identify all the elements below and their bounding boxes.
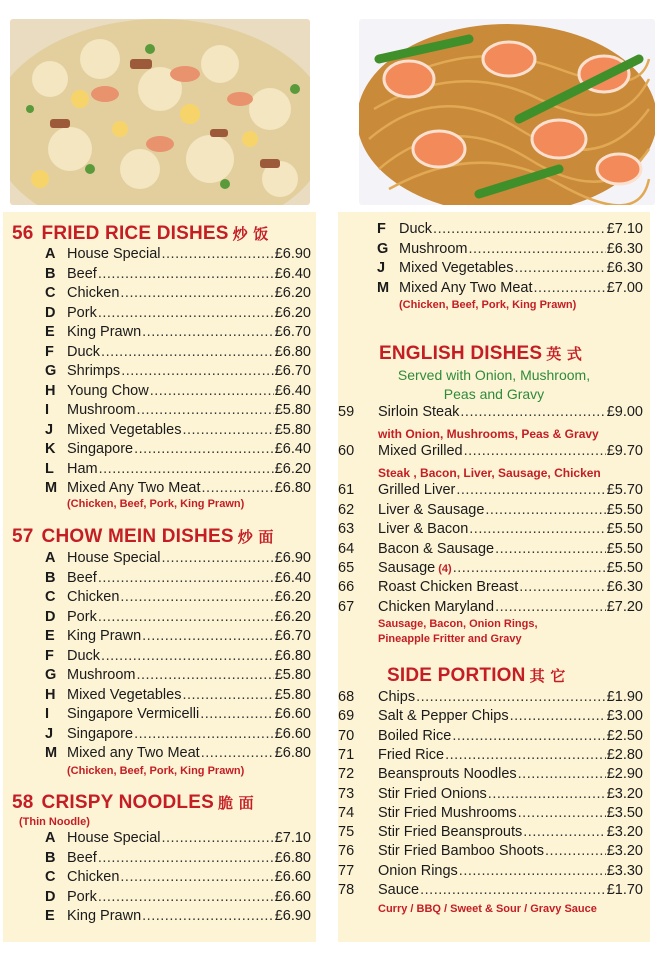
menu-item bbox=[45, 705, 311, 725]
menu-item bbox=[45, 245, 311, 265]
menu-item bbox=[338, 481, 643, 501]
item-price: £9.00 bbox=[606, 404, 643, 420]
menu-item bbox=[338, 688, 643, 708]
item-price: £5.50 bbox=[606, 521, 643, 537]
menu-item bbox=[45, 666, 311, 686]
item-price: £5.80 bbox=[274, 686, 311, 703]
item-name: Stir Fried Onions bbox=[378, 785, 487, 802]
item-letter: D bbox=[45, 304, 56, 321]
item-price: £6.80 bbox=[274, 647, 311, 664]
leader-dots bbox=[137, 666, 274, 686]
item-letter: F bbox=[45, 343, 54, 360]
menu-item bbox=[377, 279, 643, 299]
item-price: £6.20 bbox=[274, 608, 311, 625]
leader-dots bbox=[98, 608, 274, 628]
menu-item bbox=[45, 284, 311, 304]
leader-dots bbox=[452, 727, 605, 747]
leader-dots bbox=[523, 823, 605, 843]
item-name: Chips bbox=[378, 689, 416, 705]
item-letter: J bbox=[377, 260, 386, 276]
item-letter: G bbox=[45, 363, 57, 379]
item-letter: I bbox=[45, 402, 50, 418]
menu-item bbox=[45, 382, 311, 402]
menu-item bbox=[338, 707, 643, 727]
item-letter: M bbox=[45, 745, 58, 761]
menu-item bbox=[45, 888, 311, 908]
item-name: Sausage bbox=[378, 560, 436, 576]
item-name: Liver & Bacon bbox=[378, 521, 469, 537]
leader-dots bbox=[137, 401, 274, 421]
maryland-note-2: Pineapple Fritter and Gravy bbox=[378, 633, 522, 645]
leader-dots bbox=[134, 725, 274, 745]
mixed-grill-note: Steak , Bacon, Liver, Sausage, Chicken bbox=[378, 466, 601, 480]
item-price: £6.80 bbox=[274, 745, 311, 761]
item-number: 66 bbox=[338, 579, 355, 595]
leader-dots bbox=[142, 323, 274, 343]
item-price: £6.20 bbox=[274, 589, 311, 605]
item-price: £6.90 bbox=[274, 908, 311, 924]
menu-item bbox=[377, 240, 643, 260]
item-number: 72 bbox=[338, 766, 355, 783]
item-letter: C bbox=[45, 589, 56, 605]
item-number: 63 bbox=[338, 521, 355, 537]
item-name: Young Chow bbox=[67, 382, 149, 399]
item-price: £6.80 bbox=[274, 849, 311, 866]
item-number: 76 bbox=[338, 843, 355, 860]
item-price: £7.20 bbox=[606, 599, 643, 615]
item-price: £6.90 bbox=[274, 550, 311, 566]
menu-item bbox=[45, 343, 311, 363]
menu-item bbox=[45, 686, 311, 706]
leader-dots bbox=[519, 578, 605, 598]
menu-item bbox=[45, 421, 311, 441]
item-number: 62 bbox=[338, 502, 355, 518]
item-number: 67 bbox=[338, 599, 355, 615]
menu-item bbox=[377, 220, 643, 240]
item-name: Mixed Any Two Meat bbox=[399, 279, 533, 296]
leader-dots bbox=[162, 245, 274, 265]
item-letter: D bbox=[45, 888, 56, 905]
item-price: £6.70 bbox=[274, 324, 311, 340]
crispy-noodles-heading: 58 CRISPY NOODLES 脆 面 bbox=[12, 792, 254, 813]
menu-item bbox=[45, 460, 311, 480]
item-price: £1.70 bbox=[606, 882, 643, 898]
item-letter: G bbox=[377, 240, 389, 257]
english-served-with: Served with Onion, Mushroom, bbox=[397, 367, 591, 383]
item-letter: C bbox=[45, 285, 56, 301]
menu-item bbox=[45, 647, 311, 667]
item-letter: J bbox=[45, 725, 54, 742]
leader-dots bbox=[162, 549, 274, 569]
item-price: £6.70 bbox=[274, 363, 311, 379]
item-letter: K bbox=[45, 441, 56, 457]
item-number: 61 bbox=[338, 482, 355, 498]
menu-item bbox=[45, 829, 311, 849]
item-letter: A bbox=[45, 830, 56, 846]
leader-dots bbox=[142, 907, 274, 927]
item-name: King Prawn bbox=[67, 908, 142, 924]
item-name: Roast Chicken Breast bbox=[378, 579, 519, 595]
item-name: Mixed any Two Meat bbox=[67, 745, 200, 761]
menu-item bbox=[45, 569, 311, 589]
item-name: Chicken bbox=[67, 589, 120, 605]
chow-mein-heading: 57 CHOW MEIN DISHES 炒 面 bbox=[12, 526, 274, 547]
leader-dots bbox=[488, 785, 606, 805]
item-price: £6.20 bbox=[274, 285, 311, 301]
menu-item bbox=[338, 598, 643, 618]
item-number: 75 bbox=[338, 824, 355, 841]
item-letter: I bbox=[45, 706, 50, 722]
menu-item bbox=[338, 746, 643, 766]
item-name: Mixed Any Two Meat bbox=[67, 480, 201, 496]
leader-dots bbox=[534, 279, 606, 299]
menu-item bbox=[338, 578, 643, 598]
item-price: £6.70 bbox=[274, 628, 311, 644]
menu-item bbox=[338, 403, 643, 423]
leader-dots bbox=[469, 240, 606, 260]
item-letter: J bbox=[45, 421, 54, 438]
item-price: £3.20 bbox=[606, 785, 643, 802]
crispy-noodles-subtitle: (Thin Noodle) bbox=[19, 816, 90, 828]
leader-dots bbox=[101, 647, 274, 667]
item-number: 69 bbox=[338, 708, 355, 725]
fried-rice-heading: 56 FRIED RICE DISHES 炒 饭 bbox=[12, 223, 269, 244]
fried-rice-photo bbox=[10, 19, 310, 205]
item-name: Singapore bbox=[67, 725, 134, 742]
item-name: Sauce bbox=[378, 882, 420, 898]
menu-item bbox=[45, 323, 311, 343]
menu-item bbox=[338, 540, 643, 560]
item-price: £3.30 bbox=[606, 862, 643, 879]
item-number: 65 bbox=[338, 560, 355, 576]
menu-item bbox=[338, 785, 643, 805]
item-name: Mushroom bbox=[399, 240, 468, 257]
menu-item bbox=[45, 868, 311, 888]
item-name: Mixed Vegetables bbox=[67, 421, 182, 438]
menu-item bbox=[338, 765, 643, 785]
item-name: Fried Rice bbox=[378, 746, 445, 763]
menu-item bbox=[45, 479, 311, 499]
item-letter: H bbox=[45, 686, 56, 703]
leader-dots bbox=[485, 501, 605, 521]
item-number: 64 bbox=[338, 541, 355, 557]
item-letter: F bbox=[377, 221, 386, 237]
item-name: Onion Rings bbox=[378, 862, 458, 879]
item-letter: G bbox=[45, 667, 57, 683]
english-dishes-heading: ENGLISH DISHES 英 式 bbox=[379, 343, 583, 364]
item-name: Stir Fried Bamboo Shoots bbox=[378, 843, 545, 860]
item-name: Shrimps bbox=[67, 363, 121, 379]
item-price: £6.90 bbox=[274, 246, 311, 262]
english-served-with-2: Peas and Gravy bbox=[443, 386, 545, 402]
item-price: £6.80 bbox=[274, 343, 311, 360]
leader-dots bbox=[202, 479, 274, 499]
item-name: Bacon & Sausage bbox=[378, 541, 495, 557]
item-name: Duck bbox=[399, 221, 433, 237]
item-name: Mushroom bbox=[67, 667, 136, 683]
leader-dots bbox=[99, 460, 274, 480]
item-name: Beansprouts Noodles bbox=[378, 766, 517, 783]
item-price: £5.80 bbox=[274, 402, 311, 418]
item-price: £6.40 bbox=[274, 441, 311, 457]
menu-item bbox=[45, 725, 311, 745]
maryland-note-1: Sausage, Bacon, Onion Rings, bbox=[378, 618, 538, 630]
item-name: Ham bbox=[67, 460, 98, 477]
menu-item bbox=[45, 627, 311, 647]
item-name: House Special bbox=[67, 550, 161, 566]
item-price: £6.80 bbox=[274, 480, 311, 496]
item-number: 70 bbox=[338, 727, 355, 744]
item-price: £3.20 bbox=[606, 843, 643, 860]
item-name: Singapore Vermicelli bbox=[67, 706, 200, 722]
item-number: 60 bbox=[338, 443, 355, 459]
menu-item bbox=[45, 608, 311, 628]
item-name: Mushroom bbox=[67, 402, 136, 418]
item-number: 78 bbox=[338, 882, 355, 898]
leader-dots bbox=[121, 362, 274, 382]
leader-dots bbox=[120, 868, 273, 888]
sirloin-note: with Onion, Mushrooms, Peas & Gravy bbox=[378, 427, 599, 441]
leader-dots bbox=[545, 842, 606, 862]
item-number: 77 bbox=[338, 862, 355, 879]
leader-dots bbox=[453, 559, 606, 579]
leader-dots bbox=[514, 259, 605, 279]
leader-dots bbox=[510, 707, 606, 727]
leader-dots bbox=[182, 421, 273, 441]
item-name: Mixed Vegetables bbox=[399, 260, 514, 276]
leader-dots bbox=[98, 304, 274, 324]
item-name: Chicken bbox=[67, 285, 120, 301]
item-price: £7.00 bbox=[606, 279, 643, 296]
item-name: Pork bbox=[67, 608, 97, 625]
item-letter: E bbox=[45, 908, 55, 924]
item-letter: E bbox=[45, 628, 55, 644]
leader-dots bbox=[201, 744, 274, 764]
item-price: £9.70 bbox=[606, 443, 643, 459]
item-name: Pork bbox=[67, 304, 97, 321]
menu-item bbox=[45, 362, 311, 382]
item-price: £2.90 bbox=[606, 766, 643, 783]
leader-dots bbox=[98, 849, 274, 869]
item-price: £6.60 bbox=[274, 888, 311, 905]
item-letter: L bbox=[45, 460, 54, 477]
item-price: £6.60 bbox=[274, 725, 311, 742]
item-price: £6.40 bbox=[274, 569, 311, 586]
leader-dots bbox=[495, 598, 606, 618]
item-price: £6.20 bbox=[274, 460, 311, 477]
leader-dots bbox=[469, 520, 605, 540]
item-name: Salt & Pepper Chips bbox=[378, 708, 509, 725]
leader-dots bbox=[200, 705, 274, 725]
item-price: £7.10 bbox=[274, 830, 311, 846]
item-number: 68 bbox=[338, 689, 355, 705]
item-number: 74 bbox=[338, 804, 355, 821]
menu-item bbox=[338, 520, 643, 540]
leader-dots bbox=[464, 442, 606, 462]
leader-dots bbox=[134, 440, 274, 460]
item-letter: A bbox=[45, 246, 56, 262]
item-letter: F bbox=[45, 647, 54, 664]
leader-dots bbox=[518, 765, 606, 785]
item-name: Beef bbox=[67, 569, 97, 586]
item-name: Grilled Liver bbox=[378, 482, 456, 498]
item-price: £6.40 bbox=[274, 382, 311, 399]
menu-item bbox=[45, 401, 311, 421]
item-letter: E bbox=[45, 324, 55, 340]
item-number: 71 bbox=[338, 746, 355, 763]
menu-item bbox=[338, 823, 643, 843]
item-price: £7.10 bbox=[606, 221, 643, 237]
item-price: £6.30 bbox=[606, 579, 643, 595]
menu-item bbox=[338, 862, 643, 882]
leader-dots bbox=[433, 220, 606, 240]
leader-dots bbox=[518, 804, 606, 824]
leader-dots bbox=[98, 888, 274, 908]
leader-dots bbox=[459, 862, 606, 882]
menu-item bbox=[338, 881, 643, 901]
item-name: Mixed Grilled bbox=[378, 443, 463, 459]
item-name: Singapore bbox=[67, 441, 134, 457]
leader-dots bbox=[460, 403, 605, 423]
item-price: £5.50 bbox=[606, 560, 643, 576]
item-price: £5.50 bbox=[606, 541, 643, 557]
leader-dots bbox=[162, 829, 274, 849]
leader-dots bbox=[120, 284, 273, 304]
item-name: King Prawn bbox=[67, 324, 142, 340]
item-price: £6.60 bbox=[274, 706, 311, 722]
menu-item bbox=[338, 804, 643, 824]
leader-dots bbox=[445, 746, 606, 766]
menu-item bbox=[45, 588, 311, 608]
item-price: £5.80 bbox=[274, 667, 311, 683]
leader-dots bbox=[456, 481, 605, 501]
item-price: £6.60 bbox=[274, 869, 311, 885]
menu-item bbox=[338, 842, 643, 862]
leader-dots bbox=[416, 688, 606, 708]
item-name: Chicken Maryland bbox=[378, 599, 495, 615]
menu-item bbox=[338, 727, 643, 747]
item-name: Beef bbox=[67, 849, 97, 866]
item-letter: B bbox=[45, 849, 56, 866]
leader-dots bbox=[98, 265, 274, 285]
item-number: 59 bbox=[338, 404, 355, 420]
menu-item bbox=[45, 907, 311, 927]
fried-rice-meat-note: (Chicken, Beef, Pork, King Prawn) bbox=[67, 498, 245, 510]
leader-dots bbox=[420, 881, 606, 901]
item-name: Stir Fried Beansprouts bbox=[378, 824, 523, 841]
item-letter: B bbox=[45, 265, 56, 282]
item-name: Chicken bbox=[67, 869, 120, 885]
item-name: Sirloin Steak bbox=[378, 404, 460, 420]
menu-item bbox=[338, 559, 643, 579]
item-letter: M bbox=[45, 480, 58, 496]
item-name: House Special bbox=[67, 830, 161, 846]
item-letter: B bbox=[45, 569, 56, 586]
item-name: Mixed Vegetables bbox=[67, 686, 182, 703]
item-price: £3.20 bbox=[606, 824, 643, 841]
leader-dots bbox=[98, 569, 274, 589]
item-name: King Prawn bbox=[67, 628, 142, 644]
item-letter: C bbox=[45, 869, 56, 885]
menu-item bbox=[45, 849, 311, 869]
menu-item bbox=[45, 549, 311, 569]
leader-dots bbox=[120, 588, 273, 608]
item-name: Pork bbox=[67, 888, 97, 905]
item-name: Boiled Rice bbox=[378, 727, 452, 744]
menu-item bbox=[338, 442, 643, 462]
sauce-note: Curry / BBQ / Sweet & Sour / Gravy Sauce bbox=[378, 903, 597, 915]
menu-item bbox=[45, 744, 311, 764]
leader-dots bbox=[495, 540, 606, 560]
item-price: £6.40 bbox=[274, 265, 311, 282]
item-price: £1.90 bbox=[606, 689, 643, 705]
menu-item bbox=[45, 440, 311, 460]
item-price: £6.30 bbox=[606, 260, 643, 276]
item-price: £6.20 bbox=[274, 304, 311, 321]
item-letter: H bbox=[45, 382, 56, 399]
item-price: £2.50 bbox=[606, 727, 643, 744]
menu-item bbox=[45, 265, 311, 285]
item-name: Duck bbox=[67, 647, 101, 664]
item-price: £5.70 bbox=[606, 482, 643, 498]
crispy-cont-meat-note: (Chicken, Beef, Pork, King Prawn) bbox=[399, 299, 577, 311]
item-number: 73 bbox=[338, 785, 355, 802]
item-name: Stir Fried Mushrooms bbox=[378, 804, 517, 821]
leader-dots bbox=[101, 343, 274, 363]
menu-item bbox=[377, 259, 643, 279]
item-price: £3.00 bbox=[606, 708, 643, 725]
item-price: £5.80 bbox=[274, 421, 311, 438]
chow-mein-meat-note: (Chicken, Beef, Pork, King Prawn) bbox=[67, 765, 245, 777]
item-price: £6.30 bbox=[606, 240, 643, 257]
leader-dots bbox=[142, 627, 274, 647]
menu-item bbox=[45, 304, 311, 324]
item-name: Beef bbox=[67, 265, 97, 282]
side-portion-heading: SIDE PORTION 其 它 bbox=[387, 665, 566, 686]
menu-item bbox=[338, 501, 643, 521]
prawn-chow-mein-photo bbox=[359, 19, 655, 205]
item-name: House Special bbox=[67, 246, 161, 262]
leader-dots bbox=[182, 686, 273, 706]
item-name: Liver & Sausage bbox=[378, 502, 485, 518]
item-letter: A bbox=[45, 550, 56, 566]
leader-dots bbox=[150, 382, 274, 402]
item-price: £2.80 bbox=[606, 746, 643, 763]
item-price: £3.50 bbox=[606, 804, 643, 821]
item-price: £5.50 bbox=[606, 502, 643, 518]
item-name: Duck bbox=[67, 343, 101, 360]
item-quantity: (4) bbox=[438, 563, 452, 575]
item-letter: M bbox=[377, 279, 390, 296]
item-letter: D bbox=[45, 608, 56, 625]
